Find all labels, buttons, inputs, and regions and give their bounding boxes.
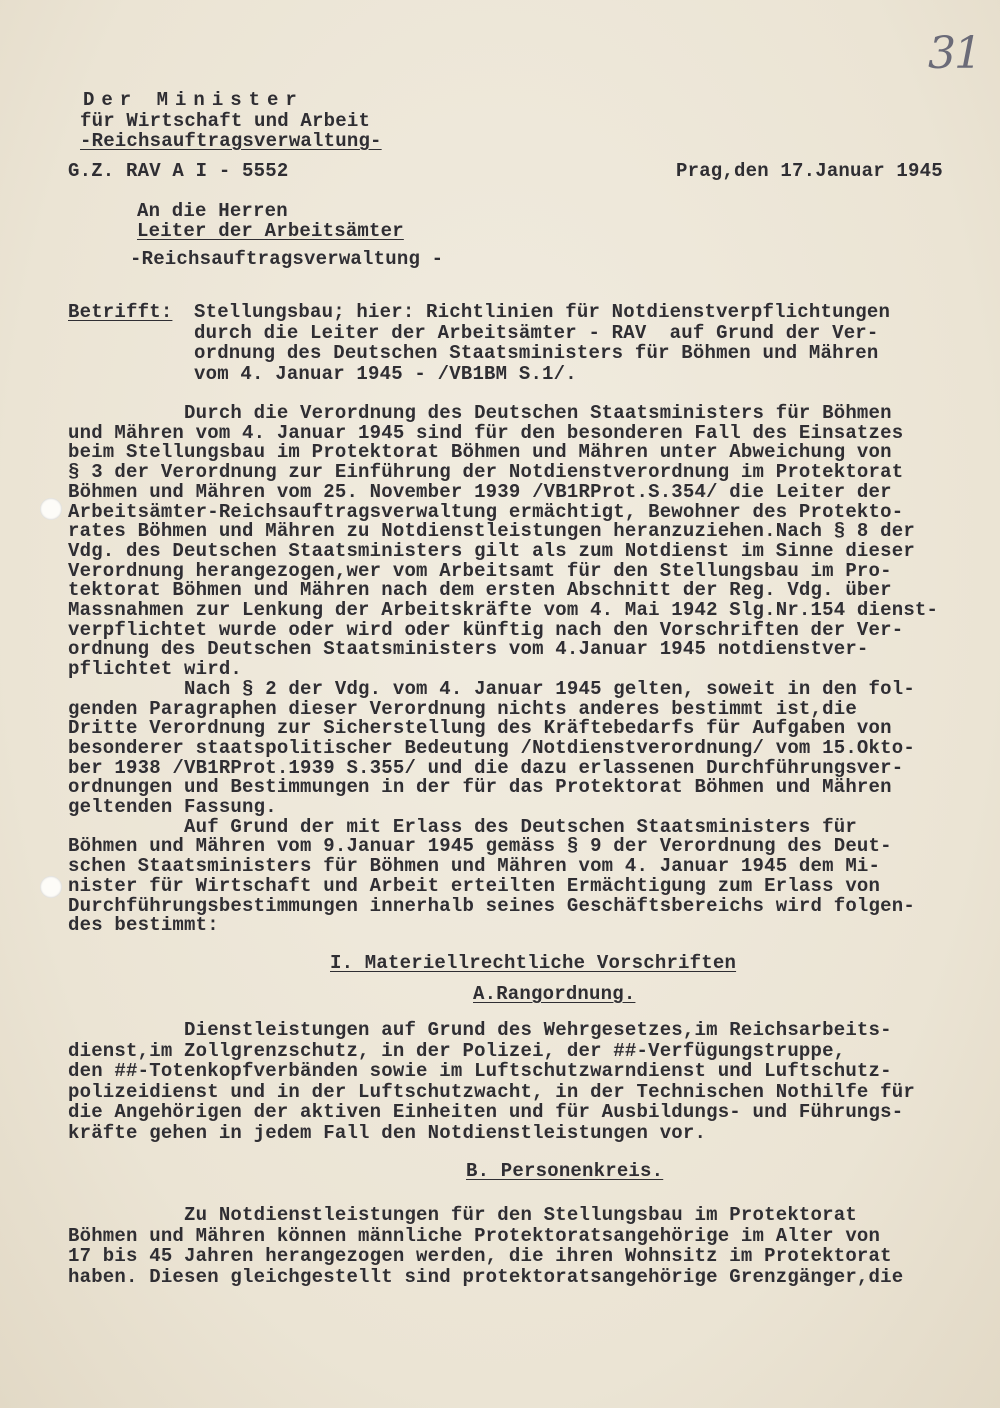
sender-ministry: für Wirtschaft und Arbeit bbox=[80, 110, 371, 132]
sender-department: -Reichsauftragsverwaltung- bbox=[80, 130, 382, 152]
rangordnung-line: Dienstleistungen auf Grund des Wehrgesetzes,im Reichsarbeits- bbox=[68, 1019, 892, 1041]
punch-hole-top bbox=[40, 498, 62, 520]
subject-label: Betrifft: bbox=[68, 301, 173, 323]
address-department: -Reichsauftragsverwaltung - bbox=[130, 248, 444, 270]
punch-hole-bottom bbox=[40, 876, 62, 898]
personenkreis-line: Böhmen und Mähren können männliche Protektoratsangehörige im Alter von bbox=[68, 1224, 881, 1247]
body-line: genden Paragraphen dieser Verordnung nichts anderes bestimmt ist,die bbox=[68, 697, 857, 720]
body-line: § 3 der Verordnung zur Einführung der Notdienstverordnung im Protektorat bbox=[68, 461, 904, 484]
place-date: Prag,den 17.Januar 1945 bbox=[676, 160, 943, 182]
body-line: Böhmen und Mähren vom 25. November 1939 /VB1RProt.S.354/ die Leiter der bbox=[68, 480, 892, 503]
body-line: pflichtet wird. bbox=[68, 658, 243, 681]
sender-title: Der Minister bbox=[83, 89, 304, 111]
address-salutation: An die Herren bbox=[137, 200, 288, 222]
rangordnung-line: den ##-Totenkopfverbänden sowie im Luftschutzwarndienst und Luftschutz- bbox=[68, 1060, 892, 1082]
body-line: Vdg. des Deutschen Staatsministers gilt als zum Notdienst im Sinne dieser bbox=[68, 539, 915, 562]
section-heading-b: B. Personenkreis. bbox=[466, 1160, 664, 1182]
body-line: schen Staatsministers für Böhmen und Mähren vom 4. Januar 1945 dem Mi- bbox=[68, 855, 881, 878]
body-line: Durch die Verordnung des Deutschen Staatsministers für Böhmen bbox=[68, 402, 892, 424]
subject-line: ordnung des Deutschen Staatsministers für Böhmen und Mähren bbox=[194, 342, 879, 364]
body-line: Nach § 2 der Vdg. vom 4. Januar 1945 gelten, soweit in den fol- bbox=[68, 677, 915, 700]
body-line: Durchführungsbestimmungen innerhalb seines Geschäftsbereichs wird folgen- bbox=[68, 894, 915, 917]
body-line: Dritte Verordnung zur Sicherstellung des Kräftebedarfs für Aufgaben von bbox=[68, 717, 892, 740]
body-line: nister für Wirtschaft und Arbeit erteilten Ermächtigung zum Erlass von bbox=[68, 874, 881, 897]
rangordnung-line: dienst,im Zollgrenzschutz, in der Polizei, der ##-Verfügungstruppe, bbox=[68, 1039, 846, 1062]
personenkreis-line: Zu Notdienstleistungen für den Stellungsbau im Protektorat bbox=[68, 1204, 857, 1226]
body-line: besonderer staatspolitischer Bedeutung /Notdienstverordnung/ vom 15.Okto- bbox=[68, 736, 915, 759]
folio-number: 31 bbox=[928, 28, 980, 79]
body-line: ordnung des Deutschen Staatsministers vom 4.Januar 1945 notdienstver- bbox=[68, 638, 869, 661]
reference-number: G.Z. RAV A I - 5552 bbox=[68, 160, 289, 182]
rangordnung-line: die Angehörigen der aktiven Einheiten und für Ausbildungs- und Führungs- bbox=[68, 1101, 904, 1123]
body-line: beim Stellungsbau im Protektorat Böhmen und Mähren unter Abweichung von bbox=[68, 441, 892, 464]
rangordnung-line: kräfte gehen in jedem Fall den Notdienstleistungen vor. bbox=[68, 1121, 707, 1144]
body-line: Auf Grund der mit Erlass des Deutschen Staatsministers für bbox=[68, 815, 857, 838]
personenkreis-line: haben. Diesen gleichgestellt sind protektoratsangehörige Grenzgänger,die bbox=[68, 1265, 904, 1288]
body-line: Böhmen und Mähren vom 9.Januar 1945 gemäss § 9 der Verordnung des Deut- bbox=[68, 835, 892, 858]
rangordnung-line: polizeidienst und in der Luftschutzwacht, in der Technischen Nothilfe für bbox=[68, 1080, 915, 1103]
body-line: ordnungen und Bestimmungen in der für das Protektorat Böhmen und Mähren bbox=[68, 776, 892, 799]
body-line: und Mähren vom 4. Januar 1945 sind für den besonderen Fall des Einsatzes bbox=[68, 421, 904, 444]
body-line: tektorat Böhmen und Mähren nach dem ersten Abschnitt der Reg. Vdg. über bbox=[68, 579, 892, 602]
personenkreis-line: 17 bis 45 Jahren herangezogen werden, die ihren Wohnsitz im Protektorat bbox=[68, 1245, 892, 1267]
body-line: geltenden Fassung. bbox=[68, 796, 277, 818]
section-heading-1: I. Materiellrechtliche Vorschriften bbox=[330, 952, 737, 974]
subject-line: Stellungsbau; hier: Richtlinien für Notdienstverpflichtungen bbox=[194, 301, 891, 323]
body-line: des bestimmt: bbox=[68, 914, 219, 937]
subject-line: vom 4. Januar 1945 - /VB1BM S.1/. bbox=[194, 362, 577, 385]
body-line: Arbeitsämter-Reichsauftragsverwaltung ermächtigt, Bewohner des Protekto- bbox=[68, 500, 904, 523]
address-recipients: Leiter der Arbeitsämter bbox=[137, 220, 404, 242]
subject-line: durch die Leiter der Arbeitsämter - RAV auf Grund der Ver- bbox=[194, 321, 879, 344]
body-line: Massnahmen zur Lenkung der Arbeitskräfte vom 4. Mai 1942 Slg.Nr.154 dienst- bbox=[68, 599, 939, 621]
body-line: Verordnung herangezogen,wer vom Arbeitsamt für den Stellungsbau im Pro- bbox=[68, 559, 892, 582]
section-heading-a: A.Rangordnung. bbox=[473, 983, 636, 1005]
body-line: rates Böhmen und Mähren zu Notdienstleistungen heranzuziehen.Nach § 8 der bbox=[68, 520, 915, 543]
body-line: ber 1938 /VB1RProt.1939 S.355/ und die dazu erlassenen Durchführungsver- bbox=[68, 756, 904, 779]
body-line: verpflichtet wurde oder wird oder künftig nach den Vorschriften der Ver- bbox=[68, 618, 904, 641]
